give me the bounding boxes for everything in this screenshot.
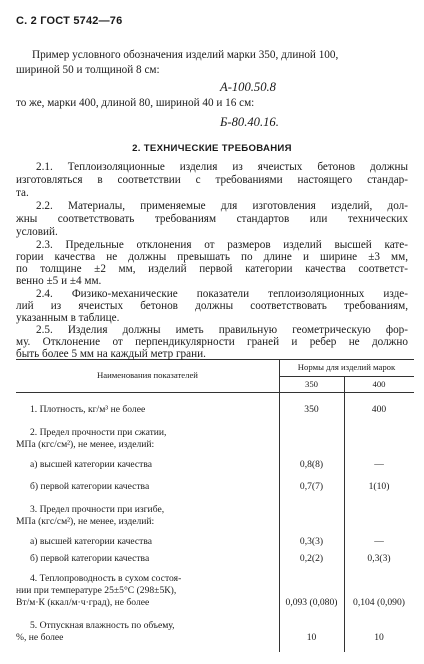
row-5-label-line-1: 5. Отпускная влажность по объему, xyxy=(30,620,175,631)
row-4-v400: 0,104 (0,090) xyxy=(353,597,405,608)
row-4-label-line-3: Вт/м·К (ккал/м·ч·град), не более xyxy=(16,597,150,608)
row-2b-v350: 0,7(7) xyxy=(299,481,324,492)
intro-line-1: Пример условного обозначения изделий марки 350, длиной 100, xyxy=(32,49,339,61)
intro-line-2: шириной 50 и толщиной 8 см: xyxy=(16,64,160,76)
row-4-label-line-2: нии при температуре 25±5°С (298±5К), xyxy=(16,585,177,596)
designation-1: А-100.50.8 xyxy=(220,80,276,94)
para-2-2-line-1: 2.2. Материалы, применяемые для изготовления изделий, дол- xyxy=(36,200,408,212)
intro-line-3: то же, марки 400, длиной 80, шириной 40 и 16 см: xyxy=(16,97,255,109)
para-2-4-line-3: указанным в таблице. xyxy=(16,312,120,324)
row-3b-v400: 0,3(3) xyxy=(367,553,391,564)
row-5-v350: 10 xyxy=(306,632,317,643)
col-name-header: Наименования показателей xyxy=(97,370,198,380)
row-2b-v400: 1(10) xyxy=(368,481,390,492)
row-3b-v350: 0,2(2) xyxy=(299,553,324,564)
page-header: С. 2 ГОСТ 5742—76 xyxy=(16,15,123,27)
para-2-5-line-1: 2.5. Изделия должны иметь правильную геометрическую фор- xyxy=(36,324,408,336)
para-2-2-line-3: условий. xyxy=(16,226,58,238)
para-2-3-line-4: венно ±5 и ±4 мм. xyxy=(16,275,102,287)
row-2-label-line-1: 2. Предел прочности при сжатии, xyxy=(30,427,167,438)
table-vrule-1 xyxy=(279,359,280,652)
row-2-label-line-2: МПа (кгс/см²), не менее, изделий: xyxy=(16,439,155,450)
designation-2: Б-80.40.16. xyxy=(220,115,279,129)
row-1-v350: 350 xyxy=(304,404,319,415)
row-4-label-line-1: 4. Теплопроводность в сухом состоя- xyxy=(30,573,182,584)
para-2-1-line-3: та. xyxy=(16,187,29,199)
para-2-3-line-3: по толщине ±2 мм, изделий первой категории качества соответст- xyxy=(16,263,408,275)
para-2-3-line-2: гории качества не должны превышать по длине и ширине ±3 мм, xyxy=(16,251,408,263)
row-3-label-line-1: 3. Предел прочности при изгибе, xyxy=(30,504,165,515)
row-2a-label: а) высшей категории качества xyxy=(30,459,153,470)
row-3a-v350: 0,3(3) xyxy=(299,536,324,547)
para-2-3-line-1: 2.3. Предельные отклонения от размеров изделий высшей кате- xyxy=(36,239,408,251)
para-2-4-line-2: лий из ячеистых бетонов должны соответствовать требованиям, xyxy=(16,300,408,312)
row-2b-label: б) первой категории качества xyxy=(30,481,150,492)
para-2-4-line-1: 2.4. Физико-механические показатели теплоизоляционных изде- xyxy=(36,288,408,300)
row-3a-label: а) высшей категории качества xyxy=(30,536,153,547)
row-1-v400: 400 xyxy=(371,404,387,415)
row-2a-v350: 0,8(8) xyxy=(299,459,324,470)
row-4-v350: 0,093 (0,080) xyxy=(285,597,338,608)
para-2-2-line-2: жны соответствовать требованиям стандартов или технических xyxy=(16,213,408,225)
table-vrule-2 xyxy=(344,376,345,652)
para-2-5-line-2: му. Отклонение от перпендикулярности граней и ребер не должно xyxy=(16,336,408,348)
row-2a-v400: — xyxy=(374,459,384,470)
row-3a-v400: — xyxy=(374,536,384,547)
grade-350-header: 350 xyxy=(304,379,319,389)
row-5-v400: 10 xyxy=(374,632,384,643)
para-2-5-line-3: быть более 5 мм на каждый метр грани. xyxy=(16,348,206,360)
row-5-label-line-2: %, не более xyxy=(16,632,64,643)
para-2-1-line-1: 2.1. Теплоизоляционные изделия из ячеистых бетонов должны xyxy=(36,161,408,173)
section-title: 2. ТЕХНИЧЕСКИЕ ТРЕБОВАНИЯ xyxy=(132,143,292,154)
grade-400-header: 400 xyxy=(372,379,386,389)
row-1-label: 1. Плотность, кг/м³ не более xyxy=(30,404,146,415)
para-2-1-line-2: изготовляться в соответствии с требованиями настоящего стандар- xyxy=(16,174,408,186)
norms-header: Нормы для изделий марок xyxy=(297,362,396,372)
table-grade-rule xyxy=(279,376,414,377)
row-3b-label: б) первой категории качества xyxy=(30,553,150,564)
table-header-rule xyxy=(16,392,414,393)
requirements-table xyxy=(16,359,414,652)
row-3-label-line-2: МПа (кгс/см²), не менее, изделий: xyxy=(16,516,155,527)
